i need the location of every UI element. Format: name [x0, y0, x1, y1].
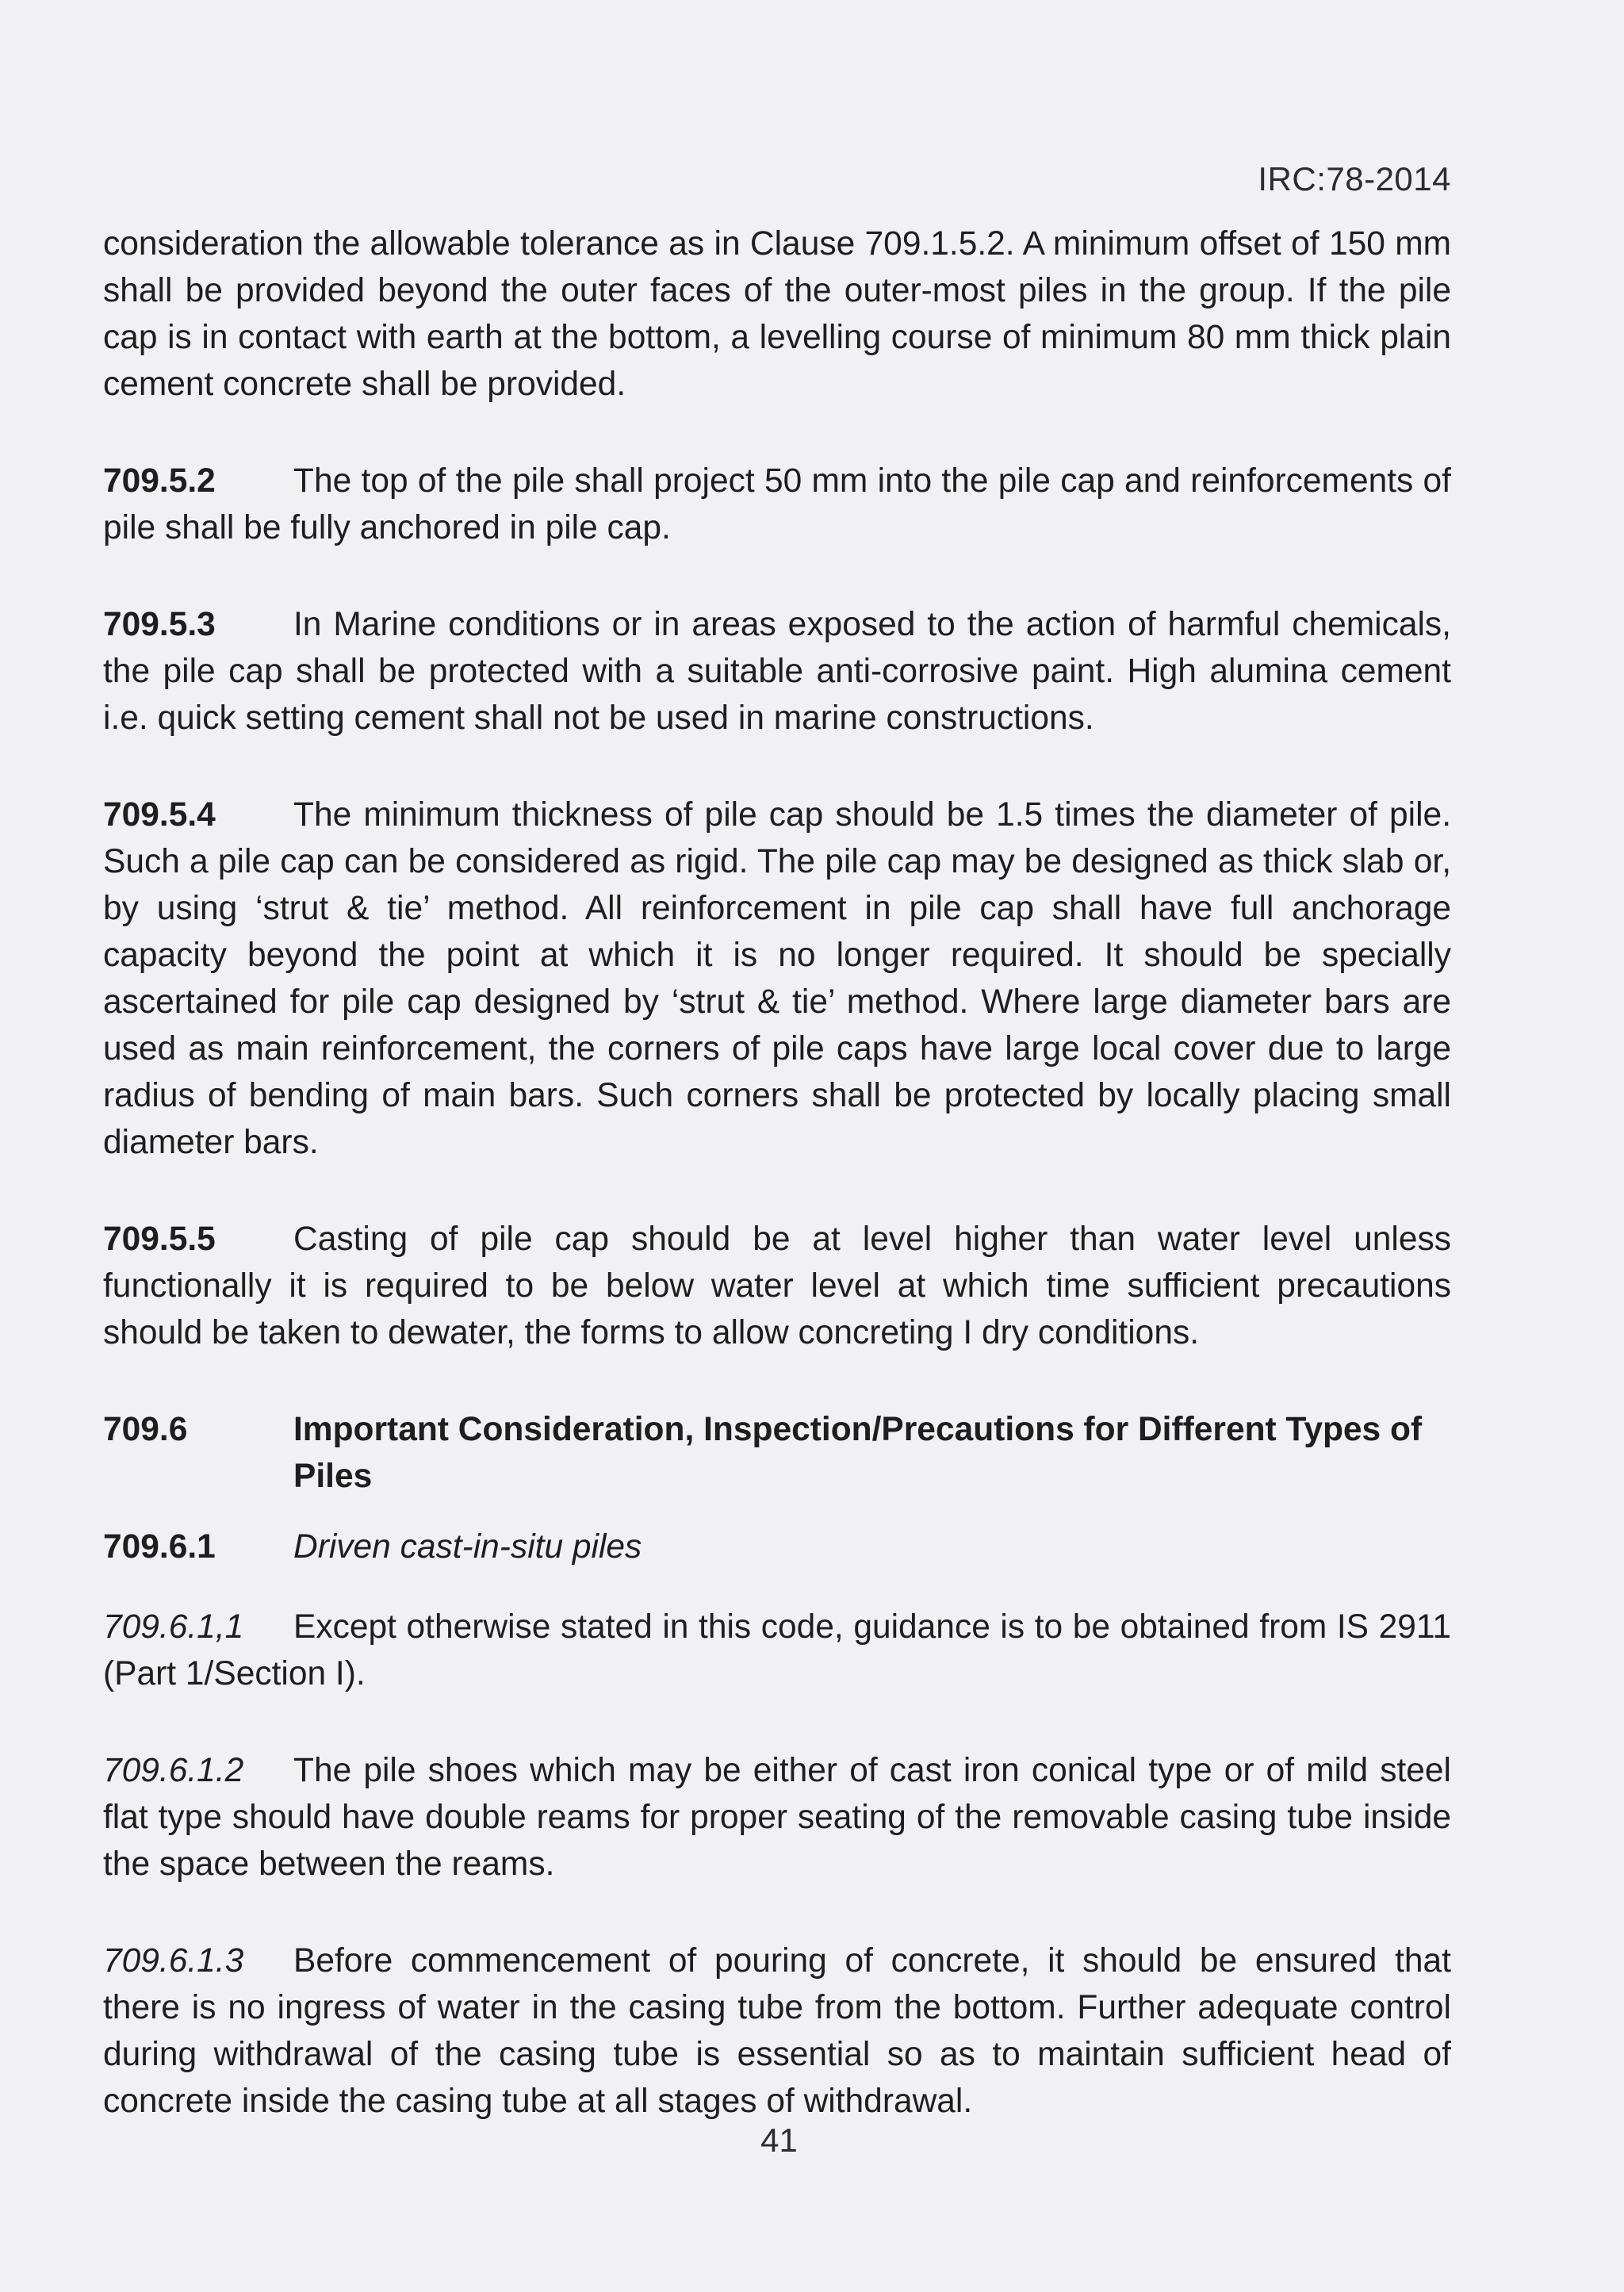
subsection-heading-709-6-1 [103, 1524, 1451, 1570]
clause-text: The minimum thickness of pile cap should be 1.5 times the diameter of pile. Such a pile cap can be considered as rigid. The pile cap may be designed as thick slab or, by using ‘strut & tie’ method. All reinforcement in pile cap shall have full anchorage capacity beyond the point at which it is no longer required. It should be specially ascertained for pile cap designed by ‘strut & tie’ method. Where large diameter bars are used as main reinforcement, the corners of pile caps have large local cover due to large radius of bending of main bars. Such corners shall be protected by locally placing small diameter bars. [103, 796, 1451, 1161]
clause-number: 709.5.3 [103, 606, 216, 643]
subsection-title: Driven cast-in-situ piles [293, 1528, 642, 1566]
clause-709-6-1-2 [103, 1747, 1451, 1888]
page-body [103, 220, 1451, 2125]
paragraph-continuation: consideration the allowable tolerance as in Clause 709.1.5.2. A minimum offset of 150 mm shall be provided beyond the outer faces of the outer-most piles in the group. If the pile cap is in contact with earth at the bottom, a levelling course of minimum 80 mm thick plain cement concrete shall be provided. [103, 225, 1451, 403]
clause-709-6-1-1 [103, 1604, 1451, 1697]
section-title: Important Consideration, Inspection/Precautions for Different Types of Piles [293, 1411, 1423, 1495]
clause-text: Casting of pile cap should be at level higher than water level unless functionally it is required to be below water level at which time sufficient precautions should be taken to dewater, the forms to allow concreting I dry conditions. [103, 1221, 1451, 1351]
clause-709-5-2 [103, 458, 1451, 551]
clause-number: 709.5.2 [103, 462, 216, 500]
clause-709-6-1-3 [103, 1937, 1451, 2125]
page-number: 41 [760, 2121, 798, 2159]
section-number: 709.6 [103, 1411, 188, 1448]
clause-number: 709.6.1.2 [103, 1752, 244, 1789]
clause-709-5-5 [103, 1216, 1451, 1356]
subsection-number: 709.6.1 [103, 1528, 216, 1566]
clause-text: Except otherwise stated in this code, guidance is to be obtained from IS 2911 (Part 1/Section I). [103, 1608, 1451, 1692]
clause-number: 709.6.1.3 [103, 1942, 244, 1980]
clause-text: Before commencement of pouring of concrete, it should be ensured that there is no ingress of water in the casing tube from the bottom. Further adequate control during withdrawal of the casing tube is essential so as to maintain sufficient head of concrete inside the casing tube at all stages of withdrawal. [103, 1942, 1451, 2120]
clause-text: In Marine conditions or in areas exposed to the action of harmful chemicals, the pile cap shall be protected with a suitable anti-corrosive paint. High alumina cement i.e. quick setting cement shall not be used in marine constructions. [103, 606, 1451, 737]
clause-709-5-4 [103, 791, 1451, 1166]
section-heading-709-6 [103, 1406, 1451, 1500]
page-header-code: IRC:78-2014 [1258, 160, 1451, 197]
clause-text: The top of the pile shall project 50 mm into the pile cap and reinforcements of pile shall be fully anchored in pile cap. [103, 462, 1451, 546]
clause-number: 709.6.1,1 [103, 1608, 244, 1646]
clause-text: The pile shoes which may be either of cast iron conical type or of mild steel flat type should have double reams for proper seating of the removable casing tube inside the space between the reams. [103, 1752, 1451, 1883]
clause-number: 709.5.5 [103, 1221, 216, 1258]
clause-number: 709.5.4 [103, 796, 216, 834]
clause-709-5-3 [103, 601, 1451, 742]
